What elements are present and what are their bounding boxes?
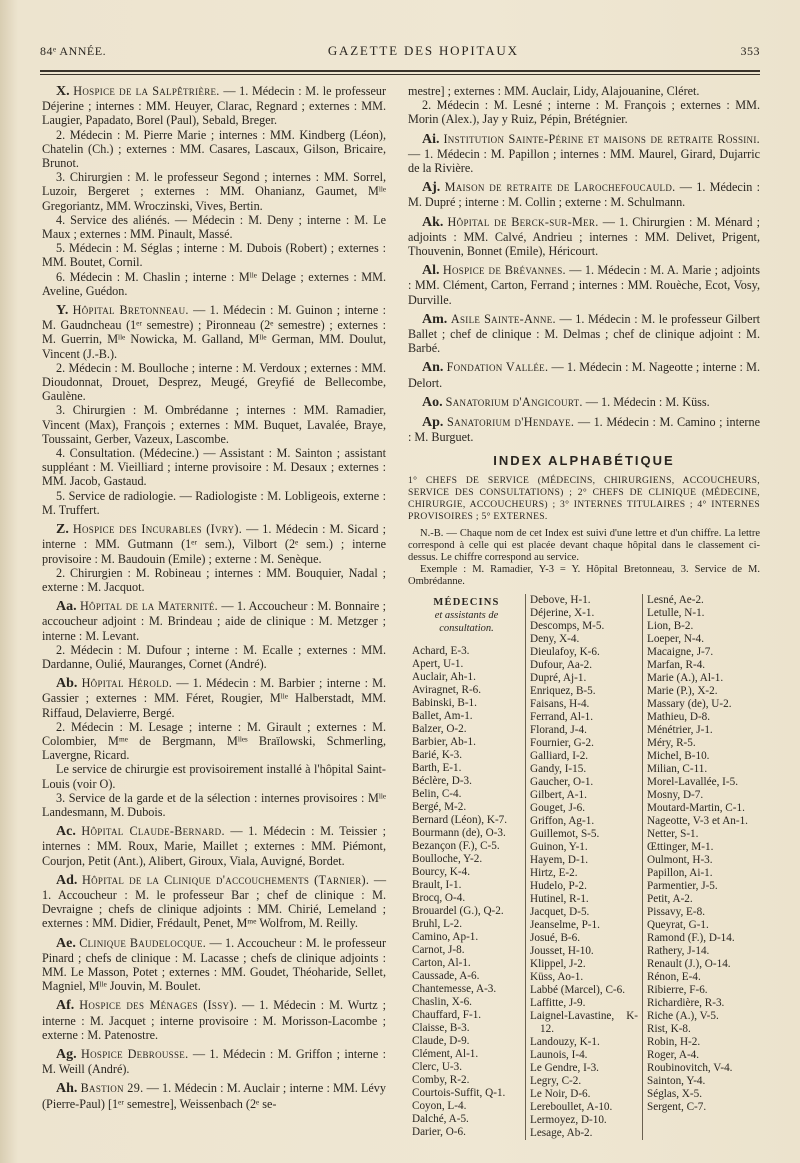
index-entry: Barth, E-1. bbox=[412, 761, 462, 774]
entry-heading: Institution Sainte-Périne et maisons de retraite Rossini. bbox=[443, 131, 760, 146]
entry-heading: Hôpital de la Clinique d'accouchements (Tarnier). bbox=[82, 872, 370, 887]
index-entry: Ramond (F.), D-14. bbox=[647, 931, 735, 944]
index-title: INDEX ALPHABÉTIQUE bbox=[493, 453, 675, 469]
entry-heading: Hôpital de Berck-sur-Mer. bbox=[447, 214, 599, 229]
entry-paragraph bbox=[42, 791, 386, 819]
hospital-entry bbox=[42, 1047, 386, 1076]
index-entry: Fournier, G-2. bbox=[530, 736, 594, 749]
index-entry: Œttinger, M-1. bbox=[647, 840, 714, 853]
entry-paragraph bbox=[42, 522, 386, 566]
continuation-paragraph: mestre] ; externes : MM. Auclair, Lidy, Alajouanine, Cléret. bbox=[408, 84, 700, 98]
entry-letter: Aj. bbox=[422, 180, 441, 196]
index-entry: Darier, O-6. bbox=[412, 1125, 466, 1138]
entry-paragraph bbox=[42, 170, 386, 213]
index-entry: Séglas, X-5. bbox=[647, 1087, 702, 1100]
index-entry: Netter, S-1. bbox=[647, 827, 699, 840]
index-entry: Macaigne, J-7. bbox=[647, 645, 714, 658]
entry-text: — 1. Médecin : M. Papillon ; internes : MM. Maurel, Girard, Dujarric de la Rivière. bbox=[408, 146, 760, 176]
index-entry: Pissavy, E-8. bbox=[647, 905, 706, 918]
journal-title: GAZETTE DES HOPITAUX bbox=[327, 43, 519, 58]
hospital-entry bbox=[408, 360, 760, 389]
entry-text: — 1. Médecin : M. A. Marie ; adjoints : MM. Clément, Carton, Ferrand ; internes : MM. Rouèche, Ecot, Vosy, Durville. bbox=[408, 263, 760, 307]
index-entry: Mosny, D-7. bbox=[647, 788, 704, 801]
entry-letter: Ah. bbox=[56, 1081, 78, 1097]
index-entry: Rist, K-8. bbox=[647, 1022, 691, 1035]
entry-heading: Sanatorium d'Hendaye. bbox=[447, 415, 575, 430]
index-entry: Bergé, M-2. bbox=[412, 800, 467, 813]
entry-letter: Ag. bbox=[56, 1047, 77, 1062]
hospital-entry bbox=[42, 599, 386, 671]
entry-letter: Ao. bbox=[422, 394, 443, 410]
hospital-entry bbox=[42, 522, 386, 594]
entry-text: — 1. Médecin : M. le professeur Gilbert Ballet ; chef de clinique : M. Delmas ; chef de clinique adjoint : M. Barbé. bbox=[408, 311, 761, 356]
entry-paragraph bbox=[408, 360, 760, 389]
index-entry: Ferrand, Al-1. bbox=[530, 710, 594, 723]
hospital-entry bbox=[408, 180, 760, 209]
index-entry: Lesné, Ae-2. bbox=[647, 593, 704, 606]
entry-heading: Hôpital de la Maternité. bbox=[79, 599, 219, 614]
entry-paragraph bbox=[408, 312, 760, 356]
index-entry: Guillemot, S-5. bbox=[530, 827, 600, 840]
index-entry: Griffon, Ag-1. bbox=[530, 814, 595, 827]
entry-text: — 1. Médecin : M. Griffon ; interne : M. Weill (André). bbox=[42, 1047, 386, 1077]
entry-text: 3. Chirurgien : M. Ombrédanne ; internes : MM. Ramadier, Vincent (Max), François ; externes : MM. Buquet, Lavalée, Braye, Toussaint, Gerber, Vazeux, Lascombe. bbox=[42, 403, 386, 446]
entry-heading: Hôpital Hérold. bbox=[81, 676, 173, 691]
entry-letter: Al. bbox=[422, 263, 440, 279]
index-entry: Launois, I-4. bbox=[530, 1048, 588, 1061]
index-entry: Méry, R-5. bbox=[647, 736, 696, 749]
entry-letter: Am. bbox=[422, 311, 448, 327]
index-entry: Achard, E-3. bbox=[412, 644, 470, 657]
entry-heading: Maison de retraite de Larochefoucauld. bbox=[444, 180, 676, 195]
entry-letter: Ac. bbox=[56, 824, 76, 840]
index-note bbox=[408, 528, 760, 588]
index-entry: Dalché, A-5. bbox=[412, 1112, 469, 1125]
entry-letter: Ad. bbox=[56, 872, 78, 888]
entry-text: — 1. Accoucheur : M. Bonnaire ; accoucheur adjoint : M. Brindeau ; aide de clinique : M. Metzger ; interne : M. Levant. bbox=[42, 599, 387, 643]
index-note-2: Exemple : M. Ramadier, Y-3 = Y. Hôpital Bretonneau, 3. Service de M. Ombrédanne. bbox=[408, 563, 760, 587]
index-column-2 bbox=[526, 594, 643, 1140]
page-number: 353 bbox=[740, 43, 760, 58]
entry-text: Le service de chirurgie est provisoirement installé à l'hôpital Saint-Louis (voir O). bbox=[42, 762, 386, 791]
entry-text: — 1. Médecin : M. Auclair ; interne : MM. Lévy (Pierre-Paul) [1ᵉʳ semestre], Weissenbach (2ᵉ se- bbox=[42, 1081, 386, 1111]
index-entry: Auclair, Ah-1. bbox=[412, 670, 476, 683]
entry-text: 2. Médecin : M. Lesage ; interne : M. Girault ; externes : M. Colombier, Mᵐᵉ de Bergmann, Mˡˡᵉˢ Braïlowski, Schmerling, Lavergne, Ricard. bbox=[42, 719, 386, 763]
entry-letter: Ab. bbox=[56, 676, 78, 692]
entry-paragraph bbox=[42, 1081, 386, 1110]
index-entry: Küss, Ao-1. bbox=[530, 970, 584, 983]
index-entry: Le Noir, D-6. bbox=[530, 1087, 591, 1100]
index-entry: Rénon, E-4. bbox=[647, 970, 701, 983]
index-entry: Florand, J-4. bbox=[530, 723, 587, 736]
entry-text: 3. Service de la garde et de la sélection : internes provisoires : Mˡˡᵉ Landesmann, M. Dubois. bbox=[42, 790, 386, 819]
entry-text: — 1. Médecin : M. le professeur Déjerine ; internes : MM. Heuyer, Clarac, Regnard ; externes : MM. Laugier, Papadato, Borel (Paul), Sebald, Breger. bbox=[42, 84, 387, 128]
index-entry: Bezançon (F.), C-5. bbox=[412, 839, 500, 852]
index-entry: Ribierre, F-6. bbox=[647, 983, 708, 996]
entry-paragraph bbox=[42, 361, 386, 404]
index-entry: Ménétrier, J-1. bbox=[647, 723, 713, 736]
entry-text: 6. Médecin : M. Chaslin ; interne : Mˡˡᵉ Delage ; externes : MM. Aveline, Guédon. bbox=[42, 269, 386, 298]
index-entry: Milian, C-11. bbox=[647, 762, 708, 775]
index-entry: Babinski, B-1. bbox=[412, 696, 477, 709]
entry-paragraph bbox=[408, 415, 760, 444]
index-entry: Dufour, Aa-2. bbox=[530, 658, 592, 671]
index-entry: Jousset, H-10. bbox=[530, 944, 594, 957]
index-entry: Gandy, I-15. bbox=[530, 762, 587, 775]
index-intro: 1° CHEFS DE SERVICE (MÉDECINS, CHIRURGIENS, ACCOUCHEURS, SERVICE DES CONSULTATIONS) ; 2° CHEFS DE CLINIQUE (MÉDECINE, CHIRURGIE, ACCOUCHEURS) ; 3° INTERNES TITULAIRES ; 4° INTERNES PROVISOIRES ; 5° EXTERNES. bbox=[408, 474, 760, 522]
index-entry: Michel, B-10. bbox=[647, 749, 710, 762]
index-entry: Guinon, Y-1. bbox=[530, 840, 588, 853]
entry-heading: Asile Sainte-Anne. bbox=[450, 311, 556, 326]
entry-text: — 1. Accoucheur : M. le professeur Pinard ; chefs de clinique : M. Lacasse ; chefs de clinique adjoints : MM. Le Masson, Potet ; externes : MM. Goudet, Théoharide, Sellet, Magniel, Mˡˡᵉ Jouvin, M. Boulet. bbox=[42, 935, 386, 994]
index-entry: Nageotte, V-3 et An-1. bbox=[647, 814, 748, 827]
index-entry: Debove, H-1. bbox=[530, 593, 591, 606]
entry-text: — 1. Médecin : M. Dupré ; interne : M. Collin ; externe : M. Schulmann. bbox=[408, 180, 760, 210]
hospital-entry bbox=[42, 824, 386, 868]
entry-text: 2. Médecin : M. Pierre Marie ; internes : MM. Kindberg (Léon), Chatelin (Ch.) ; externes : MM. Casares, Lascaux, Gilson, Bricaire, Brunot. bbox=[42, 127, 386, 171]
entry-paragraph bbox=[42, 824, 386, 868]
index-entry: Déjerine, X-1. bbox=[530, 606, 595, 619]
entry-paragraph bbox=[42, 270, 386, 298]
entry-paragraph bbox=[42, 403, 386, 446]
entry-letter: Z. bbox=[56, 522, 69, 538]
hospital-entry bbox=[408, 132, 760, 176]
index-entry: Clément, Al-1. bbox=[412, 1047, 479, 1060]
entry-text: 5. Médecin : M. Séglas ; interne : M. Dubois (Robert) ; externes : MM. Boutet, Cornil. bbox=[42, 241, 386, 270]
header-rule-thin bbox=[40, 74, 760, 75]
index-entry: Moutard-Martin, C-1. bbox=[647, 801, 745, 814]
entry-text: 3. Chirurgien : M. le professeur Segond ; internes : MM. Sorrel, Luzoir, Bergeret ; externes : MM. Ohanianz, Gaumet, Mˡˡᵉ Gregoriantz, MM. Wroczinski, Vives, Bertin. bbox=[42, 170, 386, 213]
entry-paragraph bbox=[408, 132, 760, 176]
index-entry: Lesage, Ab-2. bbox=[530, 1126, 593, 1139]
index-entry: Béclère, D-3. bbox=[412, 774, 472, 787]
entry-letter: Ai. bbox=[422, 131, 440, 147]
entry-heading: Hôpital Claude-Bernard. bbox=[81, 824, 225, 839]
entry-text: 2. Médecin : M. Boulloche ; interne : M. Verdoux ; externes : MM. Dioudonnat, Drouet, Desprez, Meugé, Greyfié de Bellecombe, Gaulène. bbox=[42, 360, 386, 404]
index-entry: Bernard (Léon), K-7. bbox=[412, 813, 508, 826]
index-entry: Landouzy, K-1. bbox=[530, 1035, 600, 1048]
index-entry: Jeanselme, P-1. bbox=[530, 918, 600, 931]
entry-paragraph bbox=[42, 720, 386, 763]
entry-letter: Y. bbox=[56, 303, 69, 319]
entry-text: 5. Service de radiologie. — Radiologiste : M. Lobligeois, externe : M. Truffert. bbox=[42, 488, 386, 517]
hospital-entry bbox=[42, 676, 386, 819]
index-entry: Gaucher, O-1. bbox=[530, 775, 594, 788]
hospital-entry bbox=[42, 998, 386, 1042]
entry-paragraph bbox=[42, 213, 386, 241]
entry-paragraph bbox=[42, 489, 386, 517]
index-entry: Legry, C-2. bbox=[530, 1074, 582, 1087]
entry-heading: Hospice Debrousse. bbox=[81, 1047, 189, 1061]
entry-text: — 1. Accoucheur : M. le professeur Bar ; chef de clinique : M. Devraigne ; chefs de clinique adjoints : MM. Chirié, Lemeland ; externes : MM. Didier, Frédault, Penet, Mᵐᵉ Wolfrom, M. Reilly. bbox=[42, 872, 387, 931]
hospital-entry bbox=[408, 215, 760, 259]
index-entry: Morel-Lavallée, I-5. bbox=[647, 775, 739, 788]
index-entry: Letulle, N-1. bbox=[647, 606, 705, 619]
index-entry: Apert, U-1. bbox=[412, 657, 464, 670]
entry-paragraph bbox=[42, 128, 386, 171]
index-entry: Labbé (Marcel), C-6. bbox=[530, 983, 626, 996]
index-entry: Bourmann (de), O-3. bbox=[412, 826, 506, 839]
index-columns bbox=[408, 594, 760, 1140]
index-entry: Claisse, B-3. bbox=[412, 1021, 470, 1034]
index-entry: Sergent, C-7. bbox=[647, 1100, 707, 1113]
index-entry: Lermoyez, D-10. bbox=[530, 1113, 607, 1126]
index-entry: Riche (A.), V-5. bbox=[647, 1009, 719, 1022]
entry-text: — 1. Médecin : M. Nageotte ; interne : M. Delort. bbox=[408, 360, 761, 390]
index-column-1 bbox=[408, 594, 526, 1140]
index-entry: Petit, A-2. bbox=[647, 892, 693, 905]
hospital-entry bbox=[408, 263, 760, 307]
entry-paragraph bbox=[42, 599, 386, 643]
index-entry: Descomps, M-5. bbox=[530, 619, 605, 632]
entry-text: 4. Consultation. (Médecine.) — Assistant : M. Sainton ; assistant suppléant : M. Vieilliard ; interne provisoire : M. Desaux ; externes : MM. Jacob, Gastaud. bbox=[42, 446, 386, 489]
index-entry: Deny, X-4. bbox=[530, 632, 580, 645]
index-entry: Robin, H-2. bbox=[647, 1035, 701, 1048]
right-column bbox=[408, 84, 760, 1140]
entry-heading: Hôpital Bretonneau. bbox=[72, 303, 189, 318]
entry-text: 2. Chirurgien : M. Robineau ; internes : MM. Bouquier, Nadal ; externe : M. Jacquot. bbox=[42, 565, 386, 594]
entry-heading: Bastion 29. bbox=[80, 1081, 144, 1096]
index-entry: Marie (P.), X-2. bbox=[647, 684, 718, 697]
index-entry: Oulmont, H-3. bbox=[647, 853, 713, 866]
entry-text: — 1. Médecin : M. Barbier ; interne : M. Gassier ; externes : MM. Féret, Rougier, Mˡˡᵉ Halberstadt, MM. Riffaud, Delavierre, Bergé. bbox=[42, 676, 386, 720]
entry-text: — 1. Médecin : M. Teissier ; internes : MM. Roux, Marie, Maillet ; externes : MM. Piémont, Courjon, Petit (Ant.), Alibert, Giroux, Viala, Auvigné, Bordet. bbox=[42, 824, 386, 868]
page-header bbox=[40, 40, 760, 62]
index-column-heading: MÉDECINS bbox=[433, 596, 500, 608]
index-entry: Chauffard, F-1. bbox=[412, 1008, 482, 1021]
entry-paragraph bbox=[42, 936, 386, 994]
index-entry: Chantemesse, A-3. bbox=[412, 982, 497, 995]
index-entry: Brocq, O-4. bbox=[412, 891, 466, 904]
entry-paragraph bbox=[42, 84, 386, 128]
hospital-entry bbox=[42, 936, 386, 994]
hospital-entry bbox=[408, 415, 760, 444]
index-column-subheading: et assistants de consultation. bbox=[434, 609, 499, 634]
index-entry: Ballet, Am-1. bbox=[412, 709, 473, 722]
index-entry: Roubinovitch, V-4. bbox=[647, 1061, 733, 1074]
index-entry: Aviragnet, R-6. bbox=[412, 683, 482, 696]
index-entry: Belin, C-4. bbox=[412, 787, 462, 800]
index-entry: Lion, B-2. bbox=[647, 619, 694, 632]
index-entry: Mathieu, D-8. bbox=[647, 710, 711, 723]
index-entry: Hudelo, P-2. bbox=[530, 879, 587, 892]
hospital-entry bbox=[408, 395, 760, 410]
entry-text: — 1. Chirurgien : M. Ménard ; adjoints : MM. Calvé, Andrieu ; internes : MM. Delivet, Prigent, Thouvenin, Bonnet (Emile), Héricourt. bbox=[408, 214, 760, 259]
hospital-entry bbox=[42, 1081, 386, 1110]
index-entry: Enriquez, B-5. bbox=[530, 684, 596, 697]
index-entry: Hirtz, E-2. bbox=[530, 866, 578, 879]
right-entries bbox=[408, 132, 760, 445]
index-entry: Jacquet, D-5. bbox=[530, 905, 590, 918]
index-entry: Renault (J.), O-14. bbox=[647, 957, 731, 970]
entry-letter: X. bbox=[56, 84, 70, 99]
entry-heading: Sanatorium d'Angicourt. bbox=[445, 394, 583, 409]
index-entry: Laignel-Lavastine, K-12. bbox=[530, 1009, 638, 1035]
entry-letter: Ae. bbox=[56, 935, 76, 951]
hospital-entry bbox=[408, 312, 760, 356]
index-entry: Clerc, U-3. bbox=[412, 1060, 463, 1073]
continuation-block bbox=[408, 84, 760, 127]
entry-text: 4. Service des aliénés. — Médecin : M. Deny ; interne : M. Le Maux ; externes : MM. Pinault, Massé. bbox=[42, 212, 386, 242]
index-entry: Dupré, Aj-1. bbox=[530, 671, 587, 684]
index-entry: Carnot, J-8. bbox=[412, 943, 465, 956]
index-entry: Hayem, D-1. bbox=[530, 853, 589, 866]
entry-text: — 1. Médecin : M. Guinon ; interne : M. Gaudncheau (1ᵉʳ semestre) ; Pironneau (2ᵉ semestre) ; externes : M. Guerrin, Mˡˡᵉ Nowicka, M. Galland, Mˡˡᵉ German, MM. Doulut, Vincent (J.-B.). bbox=[42, 303, 387, 361]
index-entry: Boulloche, Y-2. bbox=[412, 852, 483, 865]
entry-paragraph bbox=[42, 998, 386, 1042]
entry-paragraph bbox=[42, 676, 386, 720]
index-entry: Hutinel, R-1. bbox=[530, 892, 589, 905]
entry-letter: Ak. bbox=[422, 214, 444, 230]
index-entry: Roger, A-4. bbox=[647, 1048, 700, 1061]
index-entry: Le Gendre, I-3. bbox=[530, 1061, 599, 1074]
index-entry: Barié, K-3. bbox=[412, 748, 463, 761]
index-entry: Laffitte, J-9. bbox=[530, 996, 586, 1009]
entry-paragraph bbox=[408, 395, 760, 410]
entry-text: — 1. Médecin : M. Küss. bbox=[585, 394, 710, 409]
index-entry: Bruhl, L-2. bbox=[412, 917, 463, 930]
hospital-entry bbox=[42, 303, 386, 517]
entry-heading: Clinique Baudelocque. bbox=[79, 935, 207, 950]
entry-text: — 1. Médecin : M. Camino ; interne : M. Burguet. bbox=[408, 415, 760, 445]
entry-letter: An. bbox=[422, 360, 444, 376]
entry-paragraph bbox=[42, 566, 386, 594]
entry-paragraph bbox=[42, 643, 386, 671]
index-entry: Coyon, L-4. bbox=[412, 1099, 467, 1112]
entry-heading: Hospice des Incurables (Ivry). bbox=[72, 522, 243, 537]
header-rule-thick bbox=[40, 70, 760, 72]
entry-paragraph bbox=[42, 303, 386, 361]
entry-paragraph bbox=[408, 215, 760, 259]
entry-heading: Hospice de Brévannes. bbox=[442, 263, 566, 278]
index-entry: Courtois-Suffit, Q-1. bbox=[412, 1086, 506, 1099]
index-entry: Chaslin, X-6. bbox=[412, 995, 472, 1008]
index-entry: Massary (de), U-2. bbox=[647, 697, 732, 710]
entry-text: — 1. Médecin : M. Sicard ; interne : MM. Gutmann (1ᵉʳ sem.), Vilbort (2ᵉ sem.) ; interne provisoire : M. Baudouin (Emile) ; externe : M. Senèque. bbox=[42, 522, 387, 566]
entry-paragraph bbox=[408, 180, 760, 209]
entry-text: — 1. Médecin : M. Wurtz ; interne : M. Jacquet ; interne provisoire : M. Morisson-Lacombe ; externe : M. Patenostre. bbox=[42, 998, 387, 1042]
index-entry: Lereboullet, A-10. bbox=[530, 1100, 613, 1113]
index-column-3 bbox=[643, 594, 760, 1140]
index-entry: Claude, D-9. bbox=[412, 1034, 470, 1047]
index-entry: Queyrat, G-1. bbox=[647, 918, 709, 931]
issue-year: 84ᵉ ANNÉE. bbox=[40, 43, 107, 58]
index-entry: Dieulafoy, K-6. bbox=[530, 645, 600, 658]
index-entry: Klippel, J-2. bbox=[530, 957, 586, 970]
index-entry: Balzer, O-2. bbox=[412, 722, 467, 735]
index-entry: Brouardel (G.), Q-2. bbox=[412, 904, 504, 917]
entry-text: 2. Médecin : M. Dufour ; interne : M. Ecalle ; externes : MM. Dardanne, Oulié, Mauranges, Cornet (André). bbox=[42, 642, 386, 671]
entry-heading: Hospice de la Salpêtrière. bbox=[73, 84, 220, 98]
index-entry: Bourcy, K-4. bbox=[412, 865, 470, 878]
entry-paragraph bbox=[408, 263, 760, 307]
index-entry: Caussade, A-6. bbox=[412, 969, 480, 982]
entry-heading: Hospice des Ménages (Issy). bbox=[79, 998, 238, 1013]
entry-paragraph bbox=[42, 873, 386, 931]
entry-letter: Ap. bbox=[422, 415, 444, 431]
index-entry: Faisans, H-4. bbox=[530, 697, 590, 710]
hospital-entry bbox=[42, 873, 386, 931]
index-entry: Parmentier, J-5. bbox=[647, 879, 718, 892]
index-entry: Comby, R-2. bbox=[412, 1073, 470, 1086]
index-entry: Sainton, Y-4. bbox=[647, 1074, 706, 1087]
index-entry: Rathery, J-14. bbox=[647, 944, 710, 957]
entry-paragraph bbox=[42, 446, 386, 489]
index-entry: Gilbert, A-1. bbox=[530, 788, 587, 801]
index-entry: Josué, B-6. bbox=[530, 931, 581, 944]
index-note-1: N.-B. — Chaque nom de cet Index est suivi d'une lettre et d'un chiffre. La lettre correspond à celle qui est placée devant chaque hôpital dans le classement ci-dessus. Le chiffre correspond au service. bbox=[408, 527, 760, 563]
index-entry: Papillon, Ai-1. bbox=[647, 866, 713, 879]
entry-paragraph bbox=[42, 241, 386, 269]
index-entry: Gouget, J-6. bbox=[530, 801, 585, 814]
index-entry: Richardière, R-3. bbox=[647, 996, 725, 1009]
index-entry: Brault, I-1. bbox=[412, 878, 462, 891]
hospital-entry bbox=[42, 84, 386, 298]
entry-heading: Fondation Vallée. bbox=[446, 360, 549, 375]
index-entry: Galliard, I-2. bbox=[530, 749, 589, 762]
left-column bbox=[42, 84, 386, 1116]
index-entry: Marfan, R-4. bbox=[647, 658, 706, 671]
index-entry: Loeper, N-4. bbox=[647, 632, 705, 645]
index-entry: Barbier, Ab-1. bbox=[412, 735, 476, 748]
entry-paragraph bbox=[42, 1047, 386, 1076]
entry-letter: Af. bbox=[56, 998, 75, 1014]
entry-letter: Aa. bbox=[56, 599, 77, 615]
index-entry: Marie (A.), Al-1. bbox=[647, 671, 724, 684]
entry-paragraph bbox=[42, 762, 386, 790]
index-entry: Carton, Al-1. bbox=[412, 956, 471, 969]
continuation-paragraph: 2. Médecin : M. Lesné ; interne : M. François ; externes : MM. Morin (Alex.), Jay y Ruiz, Pépin, Brétégnier. bbox=[408, 98, 760, 127]
index-entry: Camino, Ap-1. bbox=[412, 930, 479, 943]
